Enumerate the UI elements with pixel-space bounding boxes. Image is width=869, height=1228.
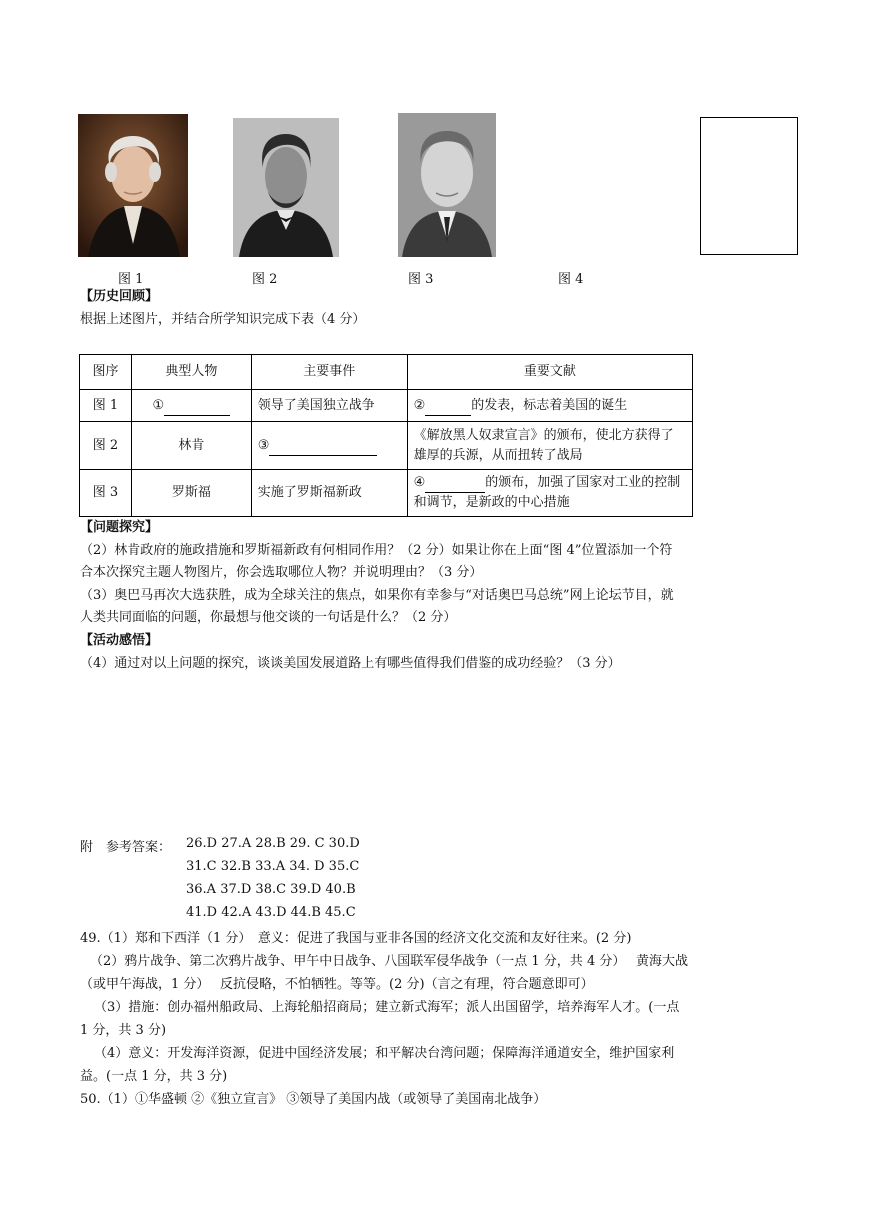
cell-event: 领导了美国独立战争 [251, 390, 407, 422]
instruction: 根据上述图片，并结合所学知识完成下表（4 分） [80, 312, 366, 327]
answers-row-2: 31.C 32.B 33.A 34. D 35.C [186, 859, 360, 874]
blank-marker: ④ [413, 475, 426, 490]
answer-blank-3[interactable] [269, 455, 377, 456]
col-header-person: 典型人物 [131, 355, 251, 390]
cell-fig: 图 1 [80, 390, 132, 422]
heading-insight: 【活动感悟】 [80, 633, 159, 648]
figure-4-frame [700, 117, 798, 255]
col-header-document: 重要文献 [407, 355, 692, 390]
answer-49-1: 49.（1）郑和下西洋（1 分） 意义：促进了我国与亚非各国的经济文化交流和友好往来。(2 分) [80, 931, 632, 946]
table-header-row [80, 355, 693, 390]
blank-marker: ② [413, 397, 426, 413]
table-row [80, 422, 693, 470]
question-2-line-2: 合本次探究主题人物图片，你会选取哪位人物？并说明理由？（3 分） [80, 565, 483, 580]
washington-portrait [78, 114, 188, 257]
col-header-fig: 图序 [80, 355, 132, 390]
cell-event [251, 422, 407, 470]
answers-label: 附 参考答案： [80, 840, 172, 855]
question-2-line-1: （2）林肯政府的施政措施和罗斯福新政有何相同作用？（2 分）如果让你在上面“图 4”位置添加一个符 [80, 543, 673, 558]
figure-4-caption: 图 4 [558, 272, 584, 287]
answer-49-2b: （或甲午海战，1 分） 反抗侵略，不怕牺牲。等等。(2 分)（言之有理，符合题意即可） [80, 977, 594, 992]
document-text: 的颁布，加强了国家对工业的控制和调节，是新政的中心措施 [413, 475, 681, 510]
figure-3-caption: 图 3 [408, 272, 434, 287]
answers-row-1: 26.D 27.A 28.B 29. C 30.D [186, 836, 360, 851]
lincoln-portrait [233, 118, 339, 257]
answer-49-3b: 1 分，共 3 分) [80, 1023, 167, 1038]
cell-person: 罗斯福 [131, 470, 251, 517]
question-4: （4）通过对以上问题的探究，谈谈美国发展道路上有哪些值得我们借鉴的成功经验？（3 分） [80, 656, 621, 671]
history-table [79, 354, 693, 517]
answer-blank-4[interactable] [425, 492, 485, 493]
roosevelt-portrait [398, 113, 496, 257]
cell-event: 实施了罗斯福新政 [251, 470, 407, 517]
question-3-line-1: （3）奥巴马再次大选获胜，成为全球关注的焦点，如果你有幸参与“对话奥巴马总统”网上论坛节目，就 [80, 588, 674, 603]
cell-fig: 图 3 [80, 470, 132, 517]
heading-explore: 【问题探究】 [80, 520, 159, 535]
cell-document [407, 390, 692, 422]
document-text: 的发表，标志着美国的诞生 [471, 397, 628, 413]
answer-50: 50.（1）①华盛顿 ②《独立宣言》 ③领导了美国内战（或领导了美国南北战争） [80, 1092, 547, 1107]
cell-document [407, 470, 692, 517]
question-3-line-2: 人类共同面临的问题，你最想与他交谈的一句话是什么？（2 分） [80, 610, 457, 625]
cell-fig: 图 2 [80, 422, 132, 470]
table-row [80, 470, 693, 517]
figure-1-caption: 图 1 [118, 272, 144, 287]
figure-2-caption: 图 2 [252, 272, 278, 287]
answers-row-3: 36.A 37.D 38.C 39.D 40.B [186, 882, 356, 897]
answer-49-4a: （4）意义：开发海洋资源，促进中国经济发展；和平解决台湾问题；保障海洋通道安全，维护国家利 [94, 1046, 675, 1061]
answer-blank-1[interactable] [164, 415, 230, 416]
cell-person [131, 390, 251, 422]
col-header-event: 主要事件 [251, 355, 407, 390]
answers-row-4: 41.D 42.A 43.D 44.B 45.C [186, 905, 356, 920]
table-row [80, 390, 693, 422]
answer-blank-2[interactable] [425, 415, 471, 416]
heading-review: 【历史回顾】 [80, 289, 159, 304]
cell-person: 林肯 [131, 422, 251, 470]
answer-49-2a: （2）鸦片战争、第二次鸦片战争、甲午中日战争、八国联军侵华战争（一点 1 分，共 4 分） 黄海大战 [90, 954, 688, 969]
blank-marker: ① [152, 397, 165, 413]
blank-marker: ③ [257, 437, 270, 453]
answer-49-3a: （3）措施：创办福州船政局、上海轮船招商局；建立新式海军；派人出国留学，培养海军人才。(一点 [94, 1000, 680, 1015]
cell-document: 《解放黑人奴隶宣言》的颁布，使北方获得了雄厚的兵源，从而扭转了战局 [407, 422, 692, 470]
answer-49-4b: 益。(一点 1 分，共 3 分) [80, 1069, 228, 1084]
